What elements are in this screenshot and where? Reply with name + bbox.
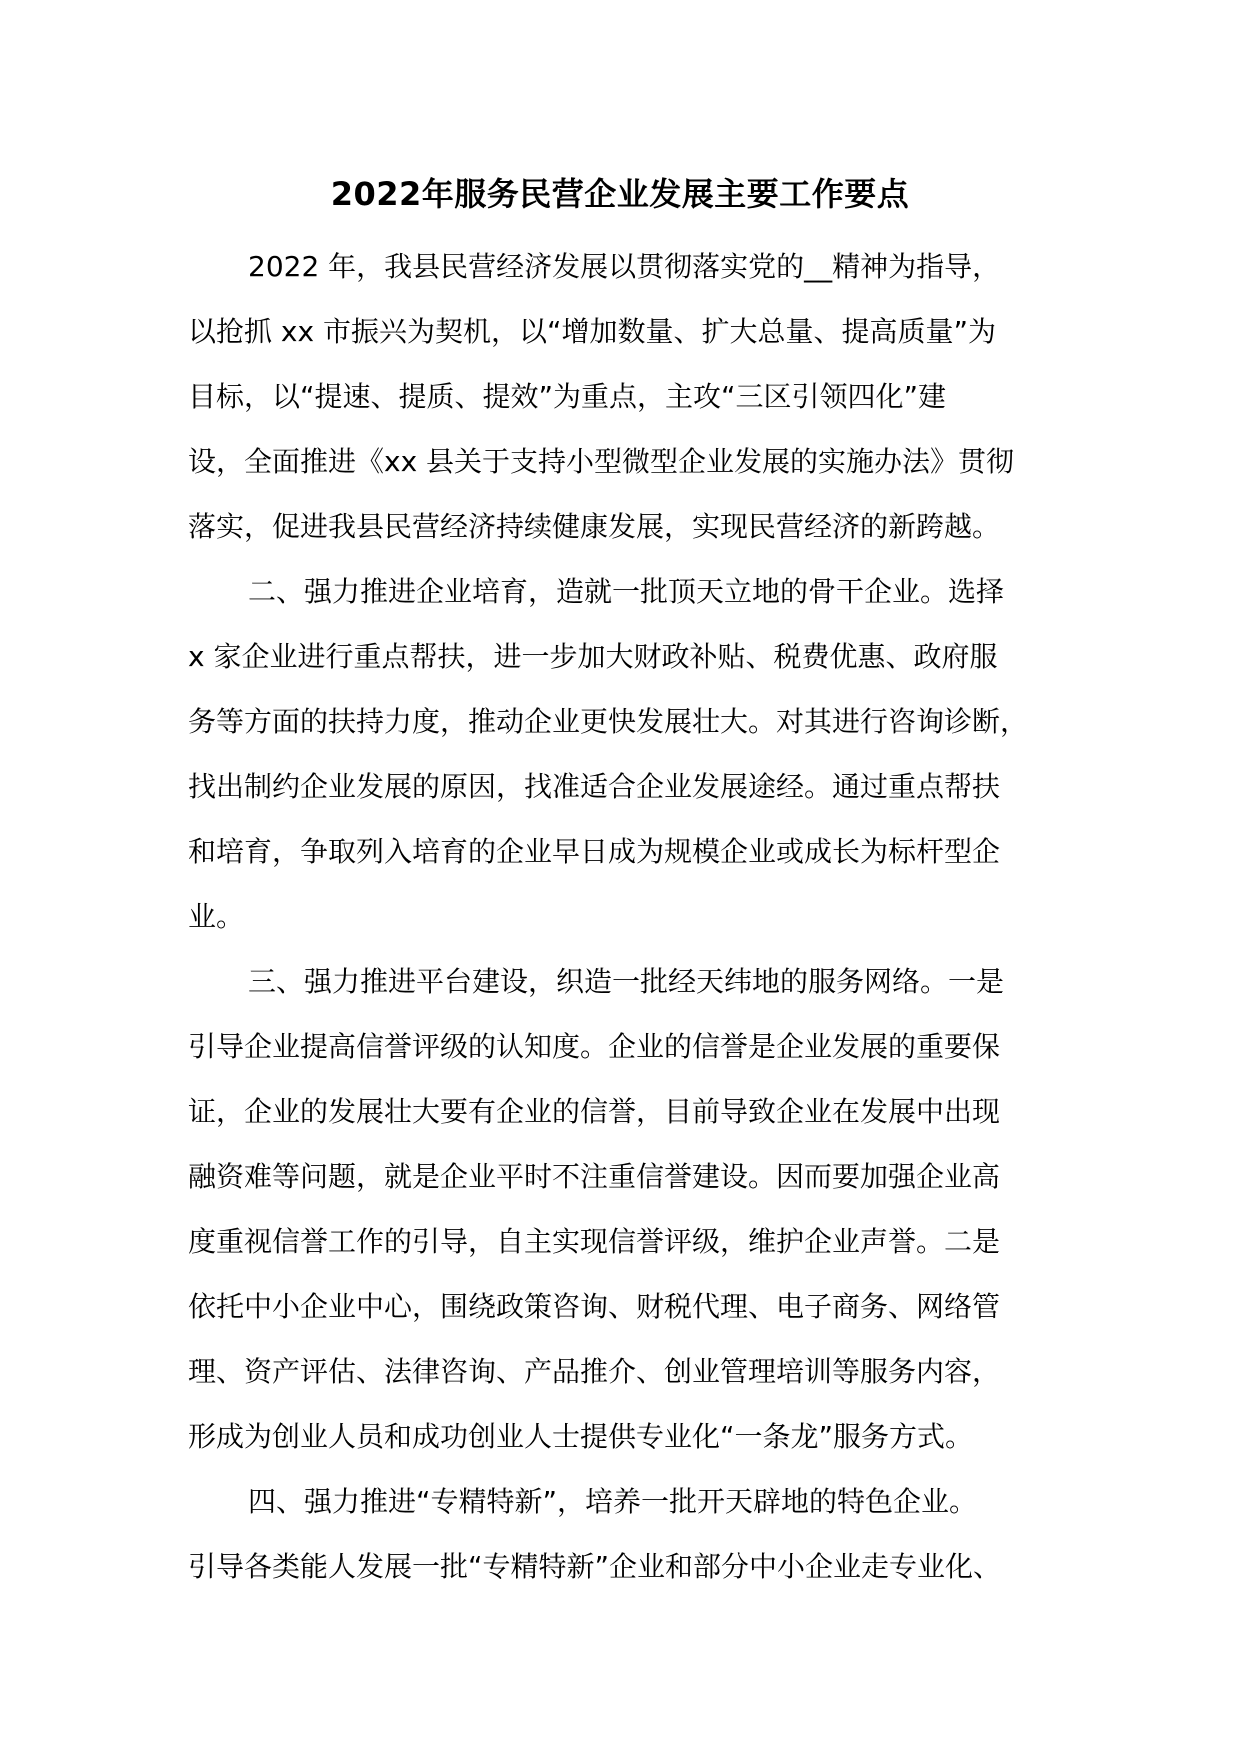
paragraph-line: 目标，以“提速、提质、提效”为重点，主攻“三区引领四化”建 [188, 380, 947, 413]
document-body [188, 234, 1068, 1599]
paragraph-line: 2022 年，我县民营经济发展以贯彻落实党的__精神为指导， [248, 250, 1001, 283]
paragraph-line: 形成为创业人员和成功创业人士提供专业化“一条龙”服务方式。 [188, 1420, 974, 1453]
paragraph-section-3 [188, 949, 1068, 1469]
document-title: 2022年服务民营企业发展主要工作要点 [330, 175, 910, 213]
paragraph-line: 依托中小企业中心，围绕政策咨询、财税代理、电子商务、网络管 [188, 1290, 1001, 1323]
paragraph-line: 务等方面的扶持力度，推动企业更快发展壮大。对其进行咨询诊断， [188, 705, 1029, 738]
paragraph-line: 业。 [188, 900, 245, 933]
paragraph-line: 二、强力推进企业培育，造就一批顶天立地的骨干企业。选择 [248, 575, 1005, 608]
paragraph-line: 设，全面推进《xx 县关于支持小型微型企业发展的实施办法》贯彻 [188, 445, 1015, 478]
paragraph-intro [188, 234, 1068, 559]
paragraph-line: 四、强力推进“专精特新”，培养一批开天辟地的特色企业。 [248, 1485, 978, 1518]
paragraph-line: 以抢抓 xx 市振兴为契机，以“增加数量、扩大总量、提高质量”为 [188, 315, 996, 348]
paragraph-line: 融资难等问题，就是企业平时不注重信誉建设。因而要加强企业高 [188, 1160, 1001, 1193]
paragraph-section-2 [188, 559, 1068, 949]
paragraph-line: 三、强力推进平台建设，织造一批经天纬地的服务网络。一是 [248, 965, 1005, 998]
paragraph-section-4 [188, 1469, 1068, 1599]
paragraph-line: 和培育，争取列入培育的企业早日成为规模企业或成长为标杆型企 [188, 835, 1001, 868]
paragraph-line: 引导各类能人发展一批“专精特新”企业和部分中小企业走专业化、 [188, 1550, 1002, 1583]
paragraph-line: 引导企业提高信誉评级的认知度。企业的信誉是企业发展的重要保 [188, 1030, 1001, 1063]
paragraph-line: 落实，促进我县民营经济持续健康发展，实现民营经济的新跨越。 [188, 510, 1001, 543]
paragraph-line: 度重视信誉工作的引导，自主实现信誉评级，维护企业声誉。二是 [188, 1225, 1001, 1258]
paragraph-line: 理、资产评估、法律咨询、产品推介、创业管理培训等服务内容， [188, 1355, 1001, 1388]
paragraph-line: 找出制约企业发展的原因，找准适合企业发展途经。通过重点帮扶 [188, 770, 1001, 803]
paragraph-line: x 家企业进行重点帮扶，进一步加大财政补贴、税费优惠、政府服 [188, 640, 998, 673]
paragraph-line: 证，企业的发展壮大要有企业的信誉，目前导致企业在发展中出现 [188, 1095, 1001, 1128]
